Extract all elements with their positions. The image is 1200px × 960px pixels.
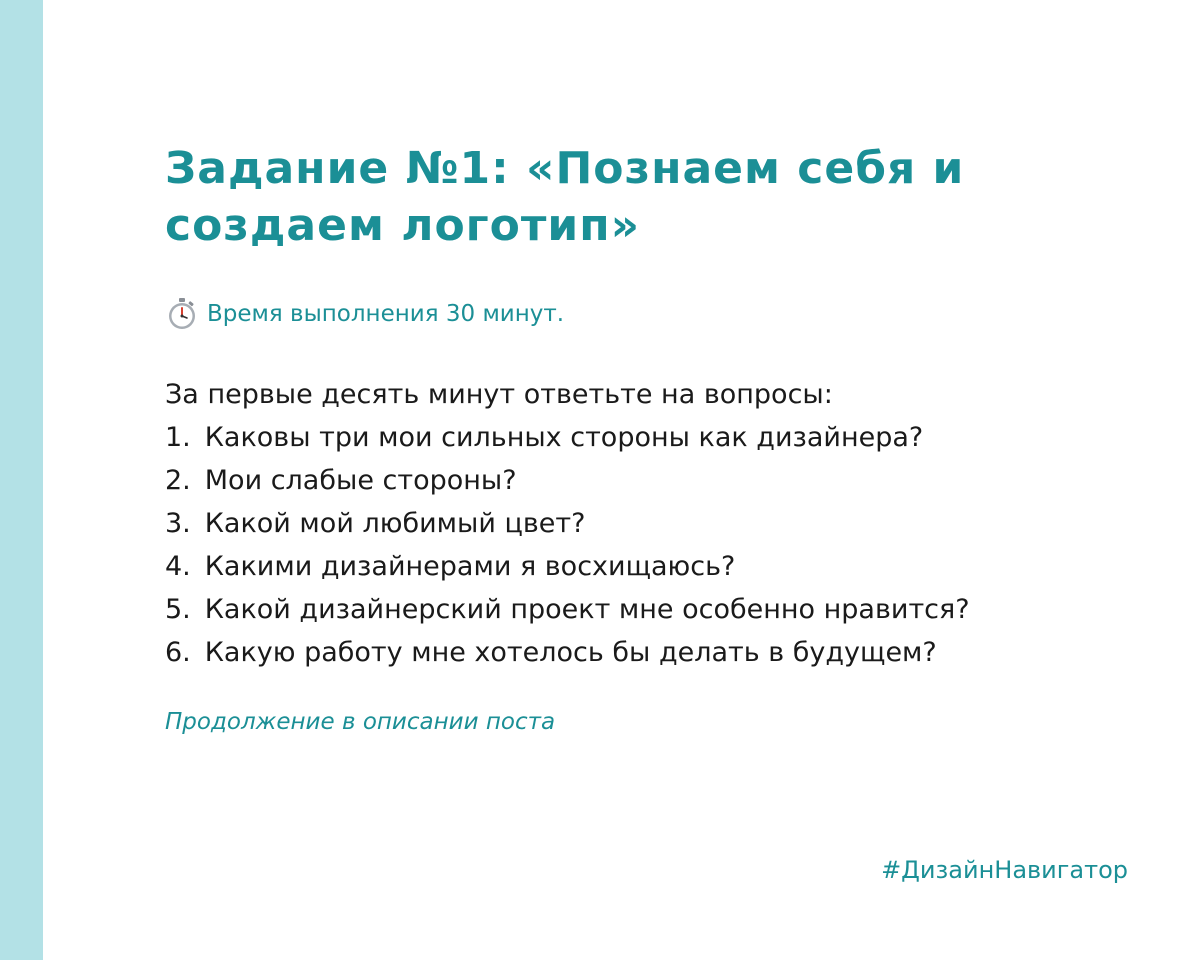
question-number: 2. [165,465,191,496]
post-title: Задание №1: «Познаем себя и создаем логотип» [165,143,965,251]
list-item [165,502,1065,545]
question-text: Какую работу мне хотелось бы делать в будущем? [204,637,937,668]
list-item [165,416,1065,459]
list-item [165,631,1065,674]
question-text: Каковы три мои сильных стороны как дизайнера? [204,422,924,453]
question-number: 5. [165,594,191,625]
hashtag: #ДизайнНавигатор [881,856,1128,884]
stopwatch-icon [165,297,199,331]
question-number: 6. [165,637,191,668]
question-text: Какой мой любимый цвет? [204,508,586,539]
time-row [165,297,1155,331]
instructions-intro: За первые десять минут ответьте на вопросы: [165,379,833,410]
question-number: 1. [165,422,191,453]
post-content [165,140,1155,735]
side-accent-stripe [0,0,43,960]
list-item [165,588,1065,631]
list-item [165,459,1065,502]
list-item [165,545,1065,588]
question-text: Какими дизайнерами я восхищаюсь? [204,551,736,582]
question-text: Какой дизайнерский проект мне особенно нравится? [204,594,970,625]
question-number: 4. [165,551,191,582]
duration-text: Время выполнения 30 минут. [207,301,565,327]
question-text: Мои слабые стороны? [204,465,517,496]
questions-list [165,416,1065,674]
continuation-note: Продолжение в описании поста [165,709,556,735]
question-number: 3. [165,508,191,539]
